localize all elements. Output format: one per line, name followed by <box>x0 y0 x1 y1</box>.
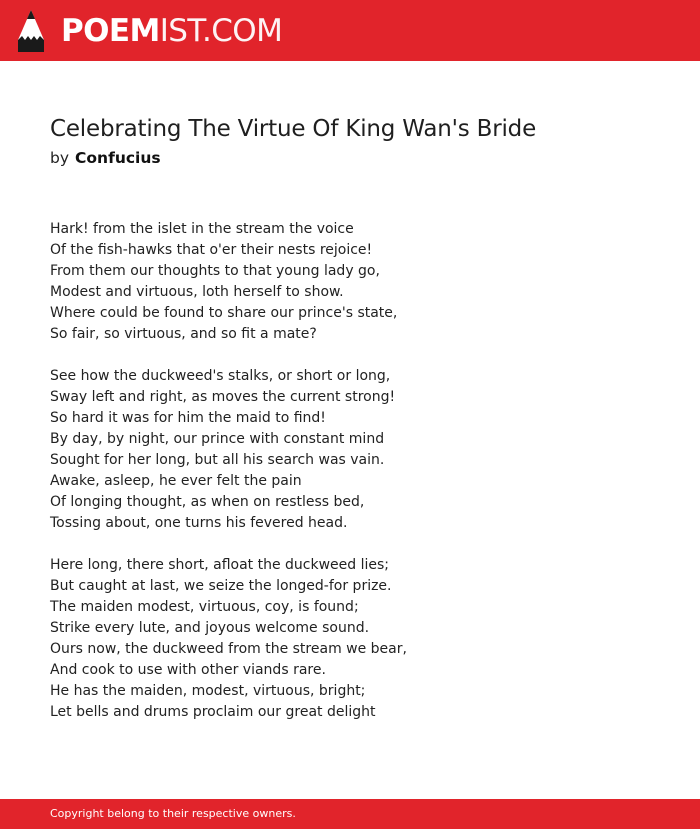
poem-line: See how the duckweed's stalks, or short or long, <box>50 368 391 384</box>
poem-line: Here long, there short, afloat the duckweed lies; <box>50 557 390 573</box>
poem-line: So hard it was for him the maid to find! <box>50 410 326 426</box>
copyright-text: Copyright belong to their respective owners. <box>50 807 296 820</box>
author-link[interactable]: Confucius <box>75 149 161 167</box>
poem-line: Tossing about, one turns his fevered head. <box>50 515 348 531</box>
poem-line: Strike every lute, and joyous welcome sound. <box>50 620 370 636</box>
stanza-3 <box>50 555 407 723</box>
poem-line: Modest and virtuous, loth herself to show. <box>50 284 344 300</box>
site-logo-link[interactable] <box>18 10 282 52</box>
by-label: by <box>50 149 70 167</box>
poem-line: Awake, asleep, he ever felt the pain <box>50 473 302 489</box>
poem-line: But caught at last, we seize the longed-for prize. <box>50 578 392 594</box>
pencil-tip-icon <box>18 10 44 52</box>
poem-line: Where could be found to share our prince's state, <box>50 305 398 321</box>
byline <box>50 149 161 167</box>
poem-line: Ours now, the duckweed from the stream we bear, <box>50 641 407 657</box>
poem-line: Hark! from the islet in the stream the voice <box>50 221 354 237</box>
poem-line: From them our thoughts to that young lady go, <box>50 263 380 279</box>
logo-light-text: IST.COM <box>159 13 283 49</box>
poem-title: Celebrating The Virtue Of King Wan's Bride <box>50 116 537 142</box>
poem-line: Of longing thought, as when on restless bed, <box>50 494 365 510</box>
stanza-1 <box>50 219 407 345</box>
site-logo-text <box>61 10 282 52</box>
poem-body <box>50 219 407 744</box>
site-header <box>0 0 700 61</box>
stanza-2 <box>50 366 407 534</box>
site-footer <box>0 799 700 829</box>
poem-line: Sway left and right, as moves the current strong! <box>50 389 396 405</box>
poem-line: Let bells and drums proclaim our great delight <box>50 704 376 720</box>
poem-line: Of the fish-hawks that o'er their nests rejoice! <box>50 242 373 258</box>
poem-line: The maiden modest, virtuous, coy, is found; <box>50 599 359 615</box>
poem-line: So fair, so virtuous, and so fit a mate? <box>50 326 317 342</box>
poem-line: He has the maiden, modest, virtuous, bright; <box>50 683 366 699</box>
poem-line: By day, by night, our prince with constant mind <box>50 431 385 447</box>
poem-line: Sought for her long, but all his search was vain. <box>50 452 385 468</box>
logo-bold-text: POEM <box>61 13 160 49</box>
poem-line: And cook to use with other viands rare. <box>50 662 326 678</box>
